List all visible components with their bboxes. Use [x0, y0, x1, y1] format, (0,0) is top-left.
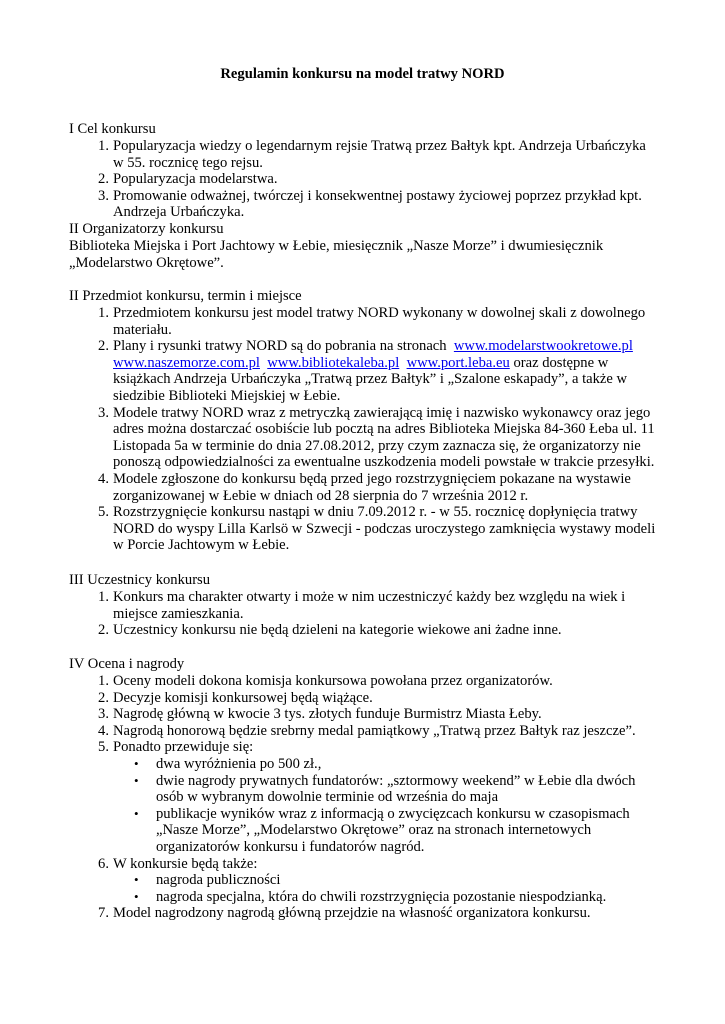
list-number: 1.	[98, 138, 109, 154]
list-item-text: Modele tratwy NORD wraz z metryczką zawierającą imię i nazwisko wykonawcy oraz jego	[113, 404, 651, 421]
organizatorzy-paragraph	[69, 238, 669, 271]
list-item	[0, 622, 625, 639]
list-item-text: Uczestnicy konkursu nie będą dzieleni na kategorie wiekowe ani żadne inne.	[113, 622, 562, 639]
bullet-list	[0, 756, 636, 856]
bullet-list	[0, 872, 636, 905]
list-number: 2.	[98, 622, 109, 639]
uczestnicy-list	[0, 589, 625, 639]
list-item-text: NORD do wyspy Lilla Karlsö w Szwecji - podczas uroczystego zamknięcia wystawy modeli	[113, 520, 656, 537]
link-naszemorze[interactable]: www.naszemorze.com.pl	[113, 354, 260, 371]
list-item-text: Nagrodą honorową będzie srebrny medal pamiątkowy „Tratwą przez Bałtyk raz jeszcze”.	[113, 722, 636, 739]
list-item-text: Model nagrodzony nagrodą główną przejdzie na własność organizatora konkursu.	[113, 905, 591, 922]
section-heading-ocena: IV Ocena i nagrody	[69, 656, 185, 672]
list-item-text: Konkurs ma charakter otwarty i może w nim uczestniczyć każdy bez względu na wiek i	[113, 589, 626, 605]
bullet-item	[0, 889, 636, 906]
list-number: 7.	[98, 905, 109, 922]
bullet-text: „Nasze Morze”, „Modelarstwo Okrętowe” oraz na stronach internetowych	[156, 822, 592, 839]
list-item	[0, 405, 655, 471]
list-item	[0, 673, 636, 690]
link-port-leba[interactable]: www.port.leba.eu	[406, 354, 510, 371]
bullet-item	[0, 756, 636, 773]
list-item	[0, 706, 636, 723]
bullet-item	[0, 773, 636, 806]
list-item-text: książkach Andrzeja Urbańczyka „Tratwą przez Bałtyk” i „Szalone eskapady”, a także w	[113, 371, 628, 388]
list-item	[0, 188, 646, 221]
list-item	[0, 723, 636, 740]
bullet-text: osób w wybranym dowolnie terminie od września do maja	[156, 789, 499, 806]
bullet-text: publikacje wyników wraz z informacją o zwycięzcach konkursu w czasopismach	[156, 805, 630, 822]
list-item	[0, 138, 646, 171]
list-number: 1.	[98, 673, 109, 689]
list-number: 3.	[98, 706, 109, 723]
list-item	[0, 856, 636, 906]
bullet-text: dwie nagrody prywatnych fundatorów: „sztormowy weekend” w Łebie dla dwóch	[156, 772, 636, 789]
bullet-icon: •	[134, 888, 139, 904]
list-item-text: w Porcie Jachtowym w Łebie.	[113, 537, 290, 554]
list-item-text: Promowanie odważnej, twórczej i konsekwentnej postawy życiowej poprzez przykład kpt.	[113, 187, 642, 204]
list-item-text: adres można dostarczać osobiście lub pocztą na adres Biblioteka Miejska 84-360 Łeba ul. 11	[113, 421, 655, 438]
list-item-text: Rozstrzygnięcie konkursu nastąpi w dniu 7.09.2012 r. - w 55. rocznicę dopłynięcia tratwy	[113, 504, 638, 521]
bullet-icon: •	[134, 755, 139, 771]
list-item	[0, 338, 655, 404]
document-title: Regulamin konkursu na model tratwy NORD	[220, 66, 505, 82]
bullet-icon: •	[134, 872, 139, 888]
list-item-text: Popularyzacja modelarstwa.	[113, 171, 278, 188]
list-number: 3.	[98, 187, 109, 204]
list-item-text: Przedmiotem konkursu jest model tratwy NORD wykonany w dowolnej skali z dowolnego	[113, 305, 646, 321]
bullet-text: organizatorów konkursu i fundatorów nagród.	[156, 838, 425, 855]
cel-list	[0, 138, 646, 221]
paragraph-line: „Modelarstwo Okrętowe”.	[69, 254, 224, 271]
bullet-text: nagroda publiczności	[156, 872, 281, 889]
list-number: 2.	[98, 689, 109, 706]
list-item-text: materiału.	[113, 321, 172, 338]
list-number: 4.	[98, 470, 109, 487]
list-item-text: Popularyzacja wiedzy o legendarnym rejsie Tratwą przez Bałtyk kpt. Andrzeja Urbańczyka	[113, 138, 646, 154]
list-item-text: siedzibie Biblioteki Miejskiej w Łebie.	[113, 387, 341, 404]
list-item	[0, 305, 655, 338]
list-item-text: oraz dostępne w	[513, 354, 609, 371]
list-item-text: Ponadto przewiduje się:	[113, 739, 254, 756]
list-item-text: ponoszą odpowiedzialności za ewentualne uszkodzenia modeli powstałe w trakcie przesyłki.	[113, 454, 655, 471]
paragraph-line: Biblioteka Miejska i Port Jachtowy w Łebie, miesięcznik „Nasze Morze” i dwumiesięcznik	[69, 238, 604, 254]
section-heading-cel: I Cel konkursu	[69, 121, 156, 137]
bullet-item	[0, 806, 636, 856]
section-heading-przedmiot: II Przedmiot konkursu, termin i miejsce	[69, 288, 302, 304]
list-number: 2.	[98, 338, 109, 355]
link-modelarstwookretowe[interactable]: www.modelarstwookretowe.pl	[453, 338, 633, 355]
list-item-text: Modele zgłoszone do konkursu będą przed jego rozstrzygnięciem pokazane na wystawie	[113, 470, 631, 487]
list-item	[0, 589, 625, 622]
list-item-text: miejsce zamieszkania.	[113, 605, 244, 622]
list-number: 5.	[98, 504, 109, 521]
link-bibliotekaleba[interactable]: www.bibliotekaleba.pl	[267, 354, 400, 371]
list-number: 1.	[98, 305, 109, 321]
list-item	[0, 690, 636, 707]
list-item-text: Plany i rysunki tratwy NORD są do pobrania na stronach	[113, 338, 447, 355]
bullet-icon: •	[134, 805, 139, 821]
list-number: 2.	[98, 171, 109, 188]
bullet-icon: •	[134, 772, 139, 788]
list-item-text: Andrzeja Urbańczyka.	[113, 204, 245, 221]
section-heading-organizatorzy: II Organizatorzy konkursu	[69, 221, 224, 237]
list-number: 4.	[98, 722, 109, 739]
list-item-text: zorganizowanej w Łebie w dniach od 28 sierpnia do 7 września 2012 r.	[113, 487, 529, 504]
bullet-item	[0, 872, 636, 889]
list-item-text: Listopada 5a w terminie do dnia 27.08.2012, przy czym zaznacza się, że organizatorzy nie	[113, 437, 641, 454]
list-item	[0, 905, 636, 922]
list-item-text: W konkursie będą także:	[113, 855, 258, 872]
bullet-text: dwa wyróżnienia po 500 zł.,	[156, 755, 322, 772]
section-heading-uczestnicy: III Uczestnicy konkursu	[69, 572, 211, 588]
list-item	[0, 504, 655, 554]
bullet-text: nagroda specjalna, która do chwili rozstrzygnięcia pozostanie niespodzianką.	[156, 888, 607, 905]
list-item	[0, 471, 655, 504]
list-number: 5.	[98, 739, 109, 756]
list-item-text: Nagrodę główną w kwocie 3 tys. złotych funduje Burmistrz Miasta Łeby.	[113, 706, 542, 723]
list-item-text: Decyzje komisji konkursowej będą wiążące.	[113, 689, 373, 706]
ocena-list	[0, 673, 636, 922]
przedmiot-list	[0, 305, 655, 554]
list-number: 6.	[98, 855, 109, 872]
list-item	[0, 171, 646, 188]
list-item-text: w 55. rocznicę tego rejsu.	[113, 154, 263, 171]
list-item	[0, 739, 636, 855]
list-number: 3.	[98, 404, 109, 421]
list-number: 1.	[98, 589, 109, 605]
list-item-text: Oceny modeli dokona komisja konkursowa powołana przez organizatorów.	[113, 673, 553, 689]
